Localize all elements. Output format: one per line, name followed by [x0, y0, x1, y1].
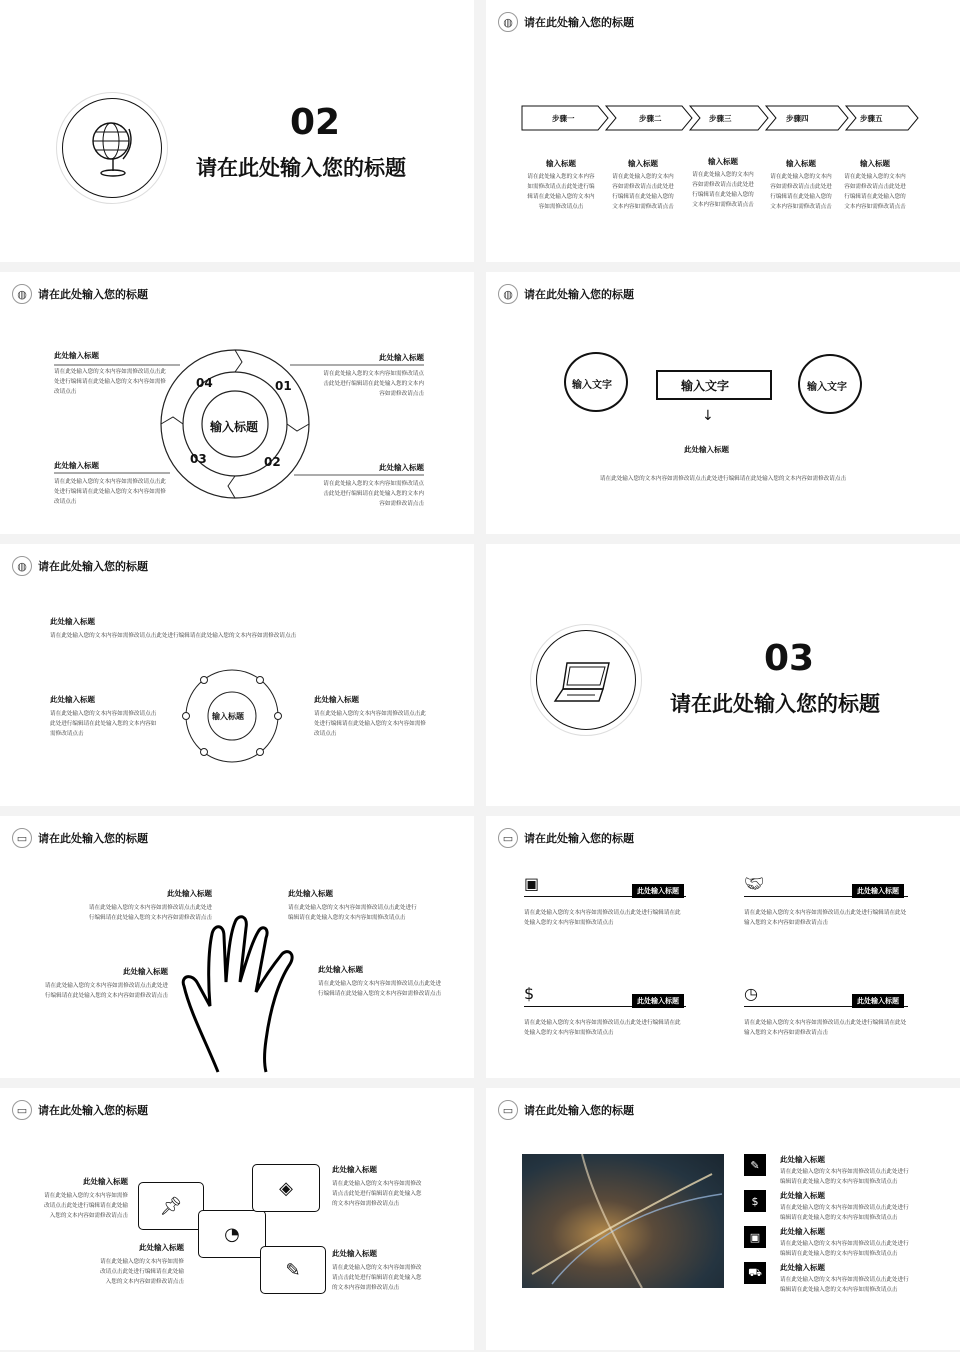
globe-icon	[63, 99, 163, 199]
laptop-icon	[537, 631, 637, 731]
sticky-heading: 此处输入标题	[83, 1177, 128, 1186]
radial-heading: 此处输入标题	[50, 617, 95, 626]
globe-icon: ◍	[498, 12, 518, 32]
cycle-heading: 此处输入标题	[54, 461, 99, 470]
radial-text: 请在此处输入您的文本内容如需修改请点击此处进行编辑请在此处输入您的文本内容如需修改请点击	[50, 711, 157, 737]
step-heading: 输入标题	[860, 159, 890, 168]
slide-icon-grid	[486, 816, 960, 1078]
step-heading: 输入标题	[708, 157, 738, 166]
sticky-text: 请在此处输入您的文本内容如需修改请点击此处进行编辑请在此处输入您的文本内容如需修改请点击	[332, 1181, 422, 1207]
grid-text: 请在此处输入您的文本内容如需修改请点击此处进行编辑请在此处输入您的文本内容如需修改请点击	[744, 1020, 907, 1036]
down-arrow-icon: ↓	[702, 408, 714, 424]
handshake-icon: 🤝︎	[744, 874, 765, 893]
globe-icon: ◍	[498, 284, 518, 304]
cycle-heading: 此处输入标题	[379, 463, 424, 472]
step-text: 请在此处输入您的文本内容如需修改请点击此处进行编辑请在此处输入您的文本内容如需修改请点击	[527, 174, 595, 210]
cycle-text: 请在此处输入您的文本内容如需修改请点击此处进行编辑请在此处输入您的文本内容如需修改请点击	[323, 371, 424, 397]
hand-heading: 此处输入标题	[288, 889, 333, 898]
hand-text: 请在此处输入您的文本内容如需修改请点击此处进行编辑请在此处输入您的文本内容如需修改请点击	[318, 981, 442, 997]
circle-left-label: 输入文字	[572, 380, 612, 391]
photo-text: 请在此处输入您的文本内容如需修改请点击此处进行编辑请在此处输入您的文本内容如需修改请点击	[780, 1169, 909, 1185]
cycle-leader-lines	[54, 356, 424, 486]
page-title: 请在此处输入您的标题	[524, 832, 634, 845]
slide-cycle	[0, 272, 474, 534]
slide-steps	[486, 0, 960, 262]
circle-right-label: 输入文字	[807, 382, 847, 393]
sticky-heading: 此处输入标题	[332, 1249, 377, 1258]
badge-label: 此处输入标题	[852, 884, 904, 898]
cash-register-icon: ▣	[524, 874, 540, 893]
tag-icon: ◈	[252, 1164, 320, 1212]
laptop-icon: ▭	[12, 828, 32, 848]
traffic-photo	[522, 1154, 724, 1288]
photo-text: 请在此处输入您的文本内容如需修改请点击此处进行编辑请在此处输入您的文本内容如需修改请点击	[780, 1205, 909, 1221]
page-title: 请在此处输入您的标题	[524, 1104, 634, 1117]
sticky-text: 请在此处输入您的文本内容如需修改请点击此处进行编辑请在此处输入您的文本内容如需修改请点击	[44, 1193, 128, 1219]
photo-heading: 此处输入标题	[780, 1155, 825, 1164]
circles-caption: 此处输入标题	[684, 445, 729, 454]
step-label-2: 步骤二	[639, 114, 662, 123]
hand-heading: 此处输入标题	[167, 889, 212, 898]
clock-money-icon: ◷	[744, 984, 758, 1003]
cycle-heading: 此处输入标题	[379, 353, 424, 362]
box-icon: ▣	[744, 1226, 766, 1248]
laptop-icon: ▭	[498, 828, 518, 848]
rss-icon: ◔	[198, 1210, 266, 1258]
globe-icon-frame	[62, 98, 162, 198]
truck-icon: ⛟	[744, 1262, 766, 1284]
pencil-icon: ✎	[260, 1246, 326, 1294]
step-heading: 输入标题	[546, 159, 576, 168]
photo-text: 请在此处输入您的文本内容如需修改请点击此处进行编辑请在此处输入您的文本内容如需修改请点击	[780, 1241, 909, 1257]
sticky-text: 请在此处输入您的文本内容如需修改请点击此处进行编辑请在此处输入您的文本内容如需修改请点击	[100, 1259, 184, 1285]
grid-text: 请在此处输入您的文本内容如需修改请点击此处进行编辑请在此处输入您的文本内容如需修改请点击	[524, 1020, 681, 1036]
section-title: 请在此处输入您的标题	[670, 692, 880, 716]
radial-text: 请在此处输入您的文本内容如需修改请点击此处进行编辑请在此处输入您的文本内容如需修改请点击	[314, 711, 426, 737]
radial-heading: 此处输入标题	[50, 695, 95, 704]
cycle-text: 请在此处输入您的文本内容如需修改请点击此处进行编辑请在此处输入您的文本内容如需修改请点击	[54, 479, 166, 505]
badge-label: 此处输入标题	[852, 994, 904, 1008]
slide-radial	[0, 544, 474, 806]
globe-icon: ◍	[12, 284, 32, 304]
rect-middle-label: 输入文字	[681, 379, 730, 393]
radial-heading: 此处输入标题	[314, 695, 359, 704]
page-title: 请在此处输入您的标题	[38, 832, 148, 845]
cycle-number: 03	[190, 452, 207, 466]
laptop-icon: ▭	[12, 1100, 32, 1120]
photo-heading: 此处输入标题	[780, 1263, 825, 1272]
cycle-heading: 此处输入标题	[54, 351, 99, 360]
step-heading: 输入标题	[786, 159, 816, 168]
page-title: 请在此处输入您的标题	[38, 288, 148, 301]
grid-text: 请在此处输入您的文本内容如需修改请点击此处进行编辑请在此处输入您的文本内容如需修改请点击	[744, 910, 907, 926]
slide-hand	[0, 816, 474, 1078]
cycle-center: 输入标题	[210, 420, 259, 434]
photo-text: 请在此处输入您的文本内容如需修改请点击此处进行编辑请在此处输入您的文本内容如需修改请点击	[780, 1277, 909, 1293]
badge-label: 此处输入标题	[632, 994, 684, 1008]
sticky-heading: 此处输入标题	[139, 1243, 184, 1252]
cycle-text: 请在此处输入您的文本内容如需修改请点击此处进行编辑请在此处输入您的文本内容如需修改请点击	[323, 481, 424, 507]
section-number: 02	[290, 102, 341, 143]
circles-text: 请在此处输入您的文本内容如需修改请点击此处进行编辑请在此处输入您的文本内容如需修改请点击	[599, 476, 847, 482]
photo-heading: 此处输入标题	[780, 1227, 825, 1236]
step-label-1: 步骤一	[552, 114, 575, 123]
photo-heading: 此处输入标题	[780, 1191, 825, 1200]
hand-text: 请在此处输入您的文本内容如需修改请点击此处进行编辑请在此处输入您的文本内容如需修改请点击	[44, 983, 168, 999]
hand-text: 请在此处输入您的文本内容如需修改请点击此处进行编辑请在此处输入您的文本内容如需修改请点击	[88, 905, 212, 921]
slide-sticky	[0, 1088, 474, 1350]
page-title: 请在此处输入您的标题	[38, 560, 148, 573]
cycle-number: 02	[264, 455, 281, 469]
step-label-3: 步骤三	[709, 114, 732, 123]
sticky-text: 请在此处输入您的文本内容如需修改请点击此处进行编辑请在此处输入您的文本内容如需修改请点击	[332, 1265, 422, 1291]
step-label-4: 步骤四	[786, 114, 809, 123]
cycle-number: 01	[275, 379, 292, 393]
laptop-icon: ▭	[498, 1100, 518, 1120]
badge-label: 此处输入标题	[632, 884, 684, 898]
pin-icon: 📌︎	[138, 1182, 204, 1230]
step-heading: 输入标题	[628, 159, 658, 168]
radial-center: 输入标题	[212, 712, 244, 721]
section-title: 请在此处输入您的标题	[196, 156, 406, 180]
hand-heading: 此处输入标题	[318, 965, 363, 974]
page-title: 请在此处输入您的标题	[524, 288, 634, 301]
pen-icon: ✎	[744, 1154, 766, 1176]
step-text: 请在此处输入您的文本内容如需修改请点击此处进行编辑请在此处输入您的文本内容如需修改请点击	[844, 174, 906, 210]
slide-section-03	[486, 544, 960, 806]
laptop-icon-frame	[536, 630, 636, 730]
hand-heading: 此处输入标题	[123, 967, 168, 976]
hand-icon	[178, 912, 306, 1076]
grid-text: 请在此处输入您的文本内容如需修改请点击此处进行编辑请在此处输入您的文本内容如需修改请点击	[524, 910, 681, 926]
step-text: 请在此处输入您的文本内容如需修改请点击此处进行编辑请在此处输入您的文本内容如需修改请点击	[612, 174, 674, 210]
slide-section-02	[0, 0, 474, 262]
cycle-text: 请在此处输入您的文本内容如需修改请点击此处进行编辑请在此处输入您的文本内容如需修改请点击	[54, 369, 166, 395]
hand-text: 请在此处输入您的文本内容如需修改请点击此处进行编辑请在此处输入您的文本内容如需修改请点击	[288, 905, 417, 921]
slide-circles	[486, 272, 960, 534]
step-text: 请在此处输入您的文本内容如需修改请点击此处进行编辑请在此处输入您的文本内容如需修改请点击	[770, 174, 832, 210]
section-number: 03	[764, 638, 815, 679]
radial-text: 请在此处输入您的文本内容如需修改请点击此处进行编辑请在此处输入您的文本内容如需修改请点击	[50, 633, 297, 639]
sticky-heading: 此处输入标题	[332, 1165, 377, 1174]
slide-photo	[486, 1088, 960, 1350]
cycle-number: 04	[196, 376, 213, 390]
money-icon: $	[744, 1190, 766, 1212]
step-label-5: 步骤五	[860, 114, 883, 123]
step-text: 请在此处输入您的文本内容如需修改请点击此处进行编辑请在此处输入您的文本内容如需修改请点击	[692, 172, 754, 208]
page-title: 请在此处输入您的标题	[38, 1104, 148, 1117]
page-title: 请在此处输入您的标题	[524, 16, 634, 29]
globe-icon: ◍	[12, 556, 32, 576]
money-search-icon: $	[524, 984, 535, 1003]
